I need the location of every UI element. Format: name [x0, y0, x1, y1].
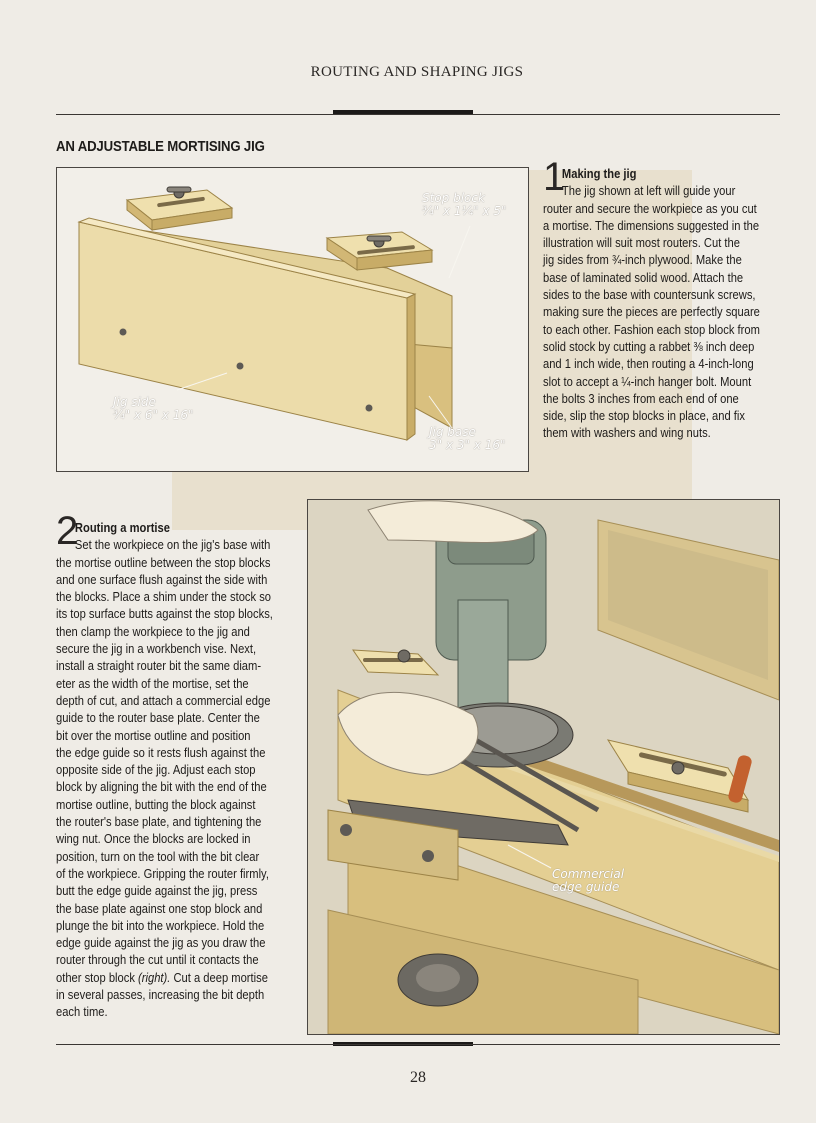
stop-block-dims: ¾" x 1¼" x 5"	[422, 204, 507, 218]
step-2-heading: Routing a mortise	[74, 520, 170, 535]
jig-side-name: Jig side	[113, 395, 156, 409]
step-1-line: solid stock by cutting a rabbet ⅜ inch deep	[543, 338, 755, 354]
step-1-line: router and secure the workpiece as you cut	[543, 200, 757, 216]
step-2-line: eter as the width of the mortise, set the	[56, 675, 249, 691]
stop-block-name: Stop block	[422, 191, 485, 205]
jig-illustration	[56, 167, 529, 472]
jig-base-label	[429, 426, 506, 452]
step-2-line: install a straight router bit the same diam-	[56, 658, 262, 674]
step-2-line: Set the workpiece on the jig's base with	[74, 537, 271, 553]
step-2-line-tail: Cut a deep mortise	[170, 969, 268, 985]
step-1-text	[543, 165, 760, 442]
step-2-line: mortise outline, butting the block against	[56, 796, 256, 812]
jig-side-dims: ¾" x 6" x 16"	[113, 408, 194, 422]
step-2-emphasis: (right).	[138, 969, 171, 985]
step-1-line: side, slip the stop blocks in place, and fix	[543, 408, 745, 424]
step-1	[543, 155, 783, 442]
step-1-number: 1	[543, 155, 566, 199]
step-1-line: jig sides from ¾-inch plywood. Make the	[543, 252, 742, 268]
step-2-line: wing nut. Once the blocks are locked in	[56, 831, 251, 847]
step-2-line: each time.	[56, 1004, 108, 1020]
step-2-line: the edge guide so it rests flush against the	[56, 744, 266, 760]
step-2-line: and one surface flush against the side with	[56, 571, 268, 587]
step-2-line: its top surface butts against the stop blocks,	[56, 606, 273, 622]
step-2-line: the router's base plate, and tightening the	[56, 814, 262, 830]
step-2-line: then clamp the workpiece to the jig and	[56, 623, 250, 639]
running-head: ROUTING AND SHAPING JIGS	[310, 64, 524, 80]
step-2-line: edge guide against the jig as you draw the	[56, 935, 266, 951]
step-1-line: base of laminated solid wood. Attach the	[543, 269, 744, 285]
step-1-heading: Making the jig	[561, 166, 637, 181]
router-drawing	[308, 500, 779, 1034]
step-2-line: the base plate against one stop block and	[56, 900, 263, 916]
step-1-line: The jig shown at left will guide your	[561, 183, 736, 199]
step-2-line: guide to the router base plate. Center the	[56, 710, 260, 726]
edge-guide-line2: edge guide	[552, 880, 620, 894]
step-2	[56, 509, 296, 1021]
step-2-line: butt the edge guide against the jig, press	[56, 883, 258, 899]
step-1-line: making sure the pieces are perfectly square	[543, 304, 760, 320]
step-2-line: plunge the bit into the workpiece. Hold the	[56, 917, 265, 933]
step-1-line: slot to accept a ¼-inch hanger bolt. Mount	[543, 373, 752, 389]
step-2-line: opposite side of the jig. Adjust each stop	[56, 762, 256, 778]
stop-block-label	[422, 192, 507, 218]
step-2-line: router through the cut until it contacts the	[56, 952, 259, 968]
step-2-line: position, turn on the tool with the bit clear	[56, 848, 260, 864]
step-1-line: a mortise. The dimensions suggested in the	[543, 217, 760, 233]
step-2-line	[56, 969, 273, 986]
jig-base-name: Jig base	[429, 425, 476, 439]
step-1-line: them with washers and wing nuts.	[543, 425, 711, 441]
jig-base-dims: 3" x 3" x 16"	[429, 438, 506, 452]
step-1-line: the bolts 3 inches from each end of one	[543, 390, 739, 406]
edge-guide-line1: Commercial	[552, 867, 625, 881]
page-number: 28	[410, 1069, 426, 1086]
footer-rule	[56, 1044, 780, 1045]
step-1-line: illustration will suit most routers. Cut the	[543, 235, 740, 251]
step-2-line: the blocks. Place a shim under the stock so	[56, 589, 272, 605]
step-2-line: bit over the mortise outline and position	[56, 727, 251, 743]
step-2-line-start: other stop block	[56, 969, 135, 985]
step-2-number: 2	[56, 509, 79, 553]
routing-illustration	[307, 499, 780, 1035]
header-rule	[56, 114, 780, 115]
step-2-line: block by aligning the bit with the end of the	[56, 779, 267, 795]
step-1-line: sides to the base with countersunk screws,	[543, 287, 756, 303]
step-2-line: the mortise outline between the stop blocks	[56, 554, 271, 570]
step-1-line: to each other. Fashion each stop block from	[543, 321, 760, 337]
step-2-line: in several passes, increasing the bit depth	[56, 987, 265, 1003]
step-2-text	[56, 519, 273, 1021]
step-2-line: depth of cut, and attach a commercial edge	[56, 692, 271, 708]
step-2-line: of the workpiece. Gripping the router firmly,	[56, 865, 269, 881]
section-title: AN ADJUSTABLE MORTISING JIG	[56, 138, 265, 155]
step-1-line: and 1 inch wide, then routing a 4-inch-long	[543, 356, 754, 372]
jig-side-label	[113, 396, 194, 422]
edge-guide-label	[552, 868, 624, 894]
step-2-line: secure the jig in a workbench vise. Next,	[56, 641, 257, 657]
